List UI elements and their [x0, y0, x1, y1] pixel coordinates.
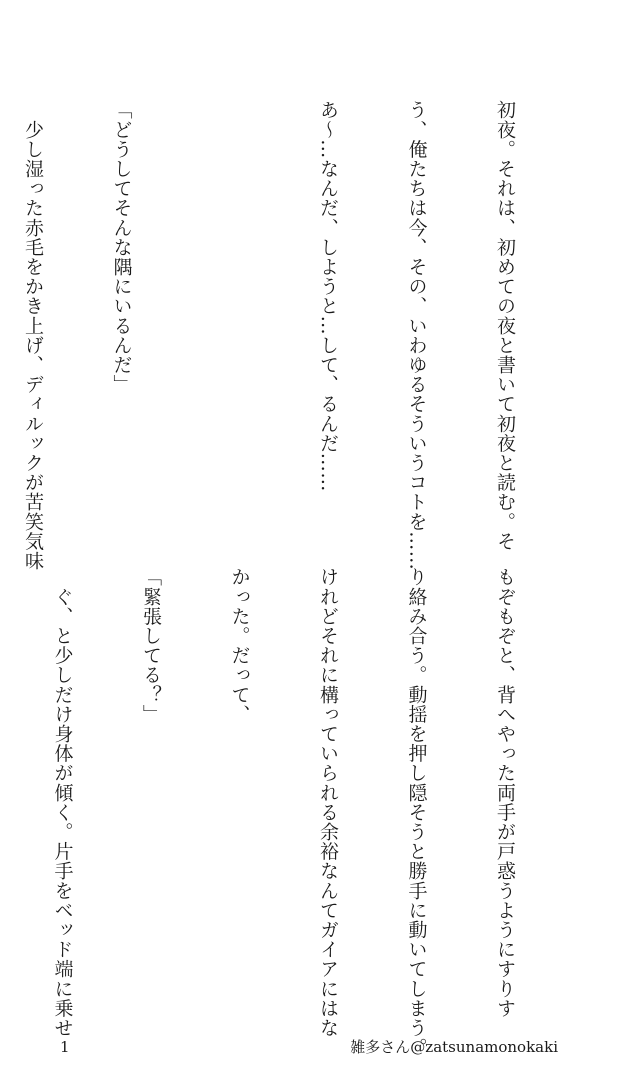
text-line: 少し湿った赤毛をかき上げ、ディルックが苦笑気味	[22, 100, 44, 571]
text-line: り絡み合う。動揺を押し隠そうと勝手に動いてしまう。	[405, 567, 428, 1057]
text-line: もぞもぞと、背へやった両手が戸惑うようにすりす	[494, 567, 516, 1018]
text-block-upper	[0, 100, 578, 571]
text-line: けれどそれに構っていられる余裕なんてガイアにはな	[317, 567, 339, 1038]
dialogue-line: 「どうしてそんな隅にいるんだ」	[110, 100, 133, 394]
text-line: う、俺たちは今、その、いわゆるそういうコトを……	[405, 100, 428, 571]
dialogue-line: 「緊張してる？」	[140, 567, 162, 724]
text-line: 初夜。それは、初めての夜と書いて初夜と読む。そ	[494, 100, 516, 551]
author-credit: 雑多さん@zatsunamonokaki	[350, 1038, 558, 1056]
text-line: かった。だって、	[228, 567, 251, 724]
page-footer	[60, 1036, 558, 1058]
page-number: 1	[60, 1038, 70, 1056]
text-line: ぐ、と少しだけ身体が傾く。片手をベッド端に乗せ	[51, 567, 74, 1038]
text-line: あ～…なんだ、しようと…して、るんだ……	[317, 100, 339, 492]
